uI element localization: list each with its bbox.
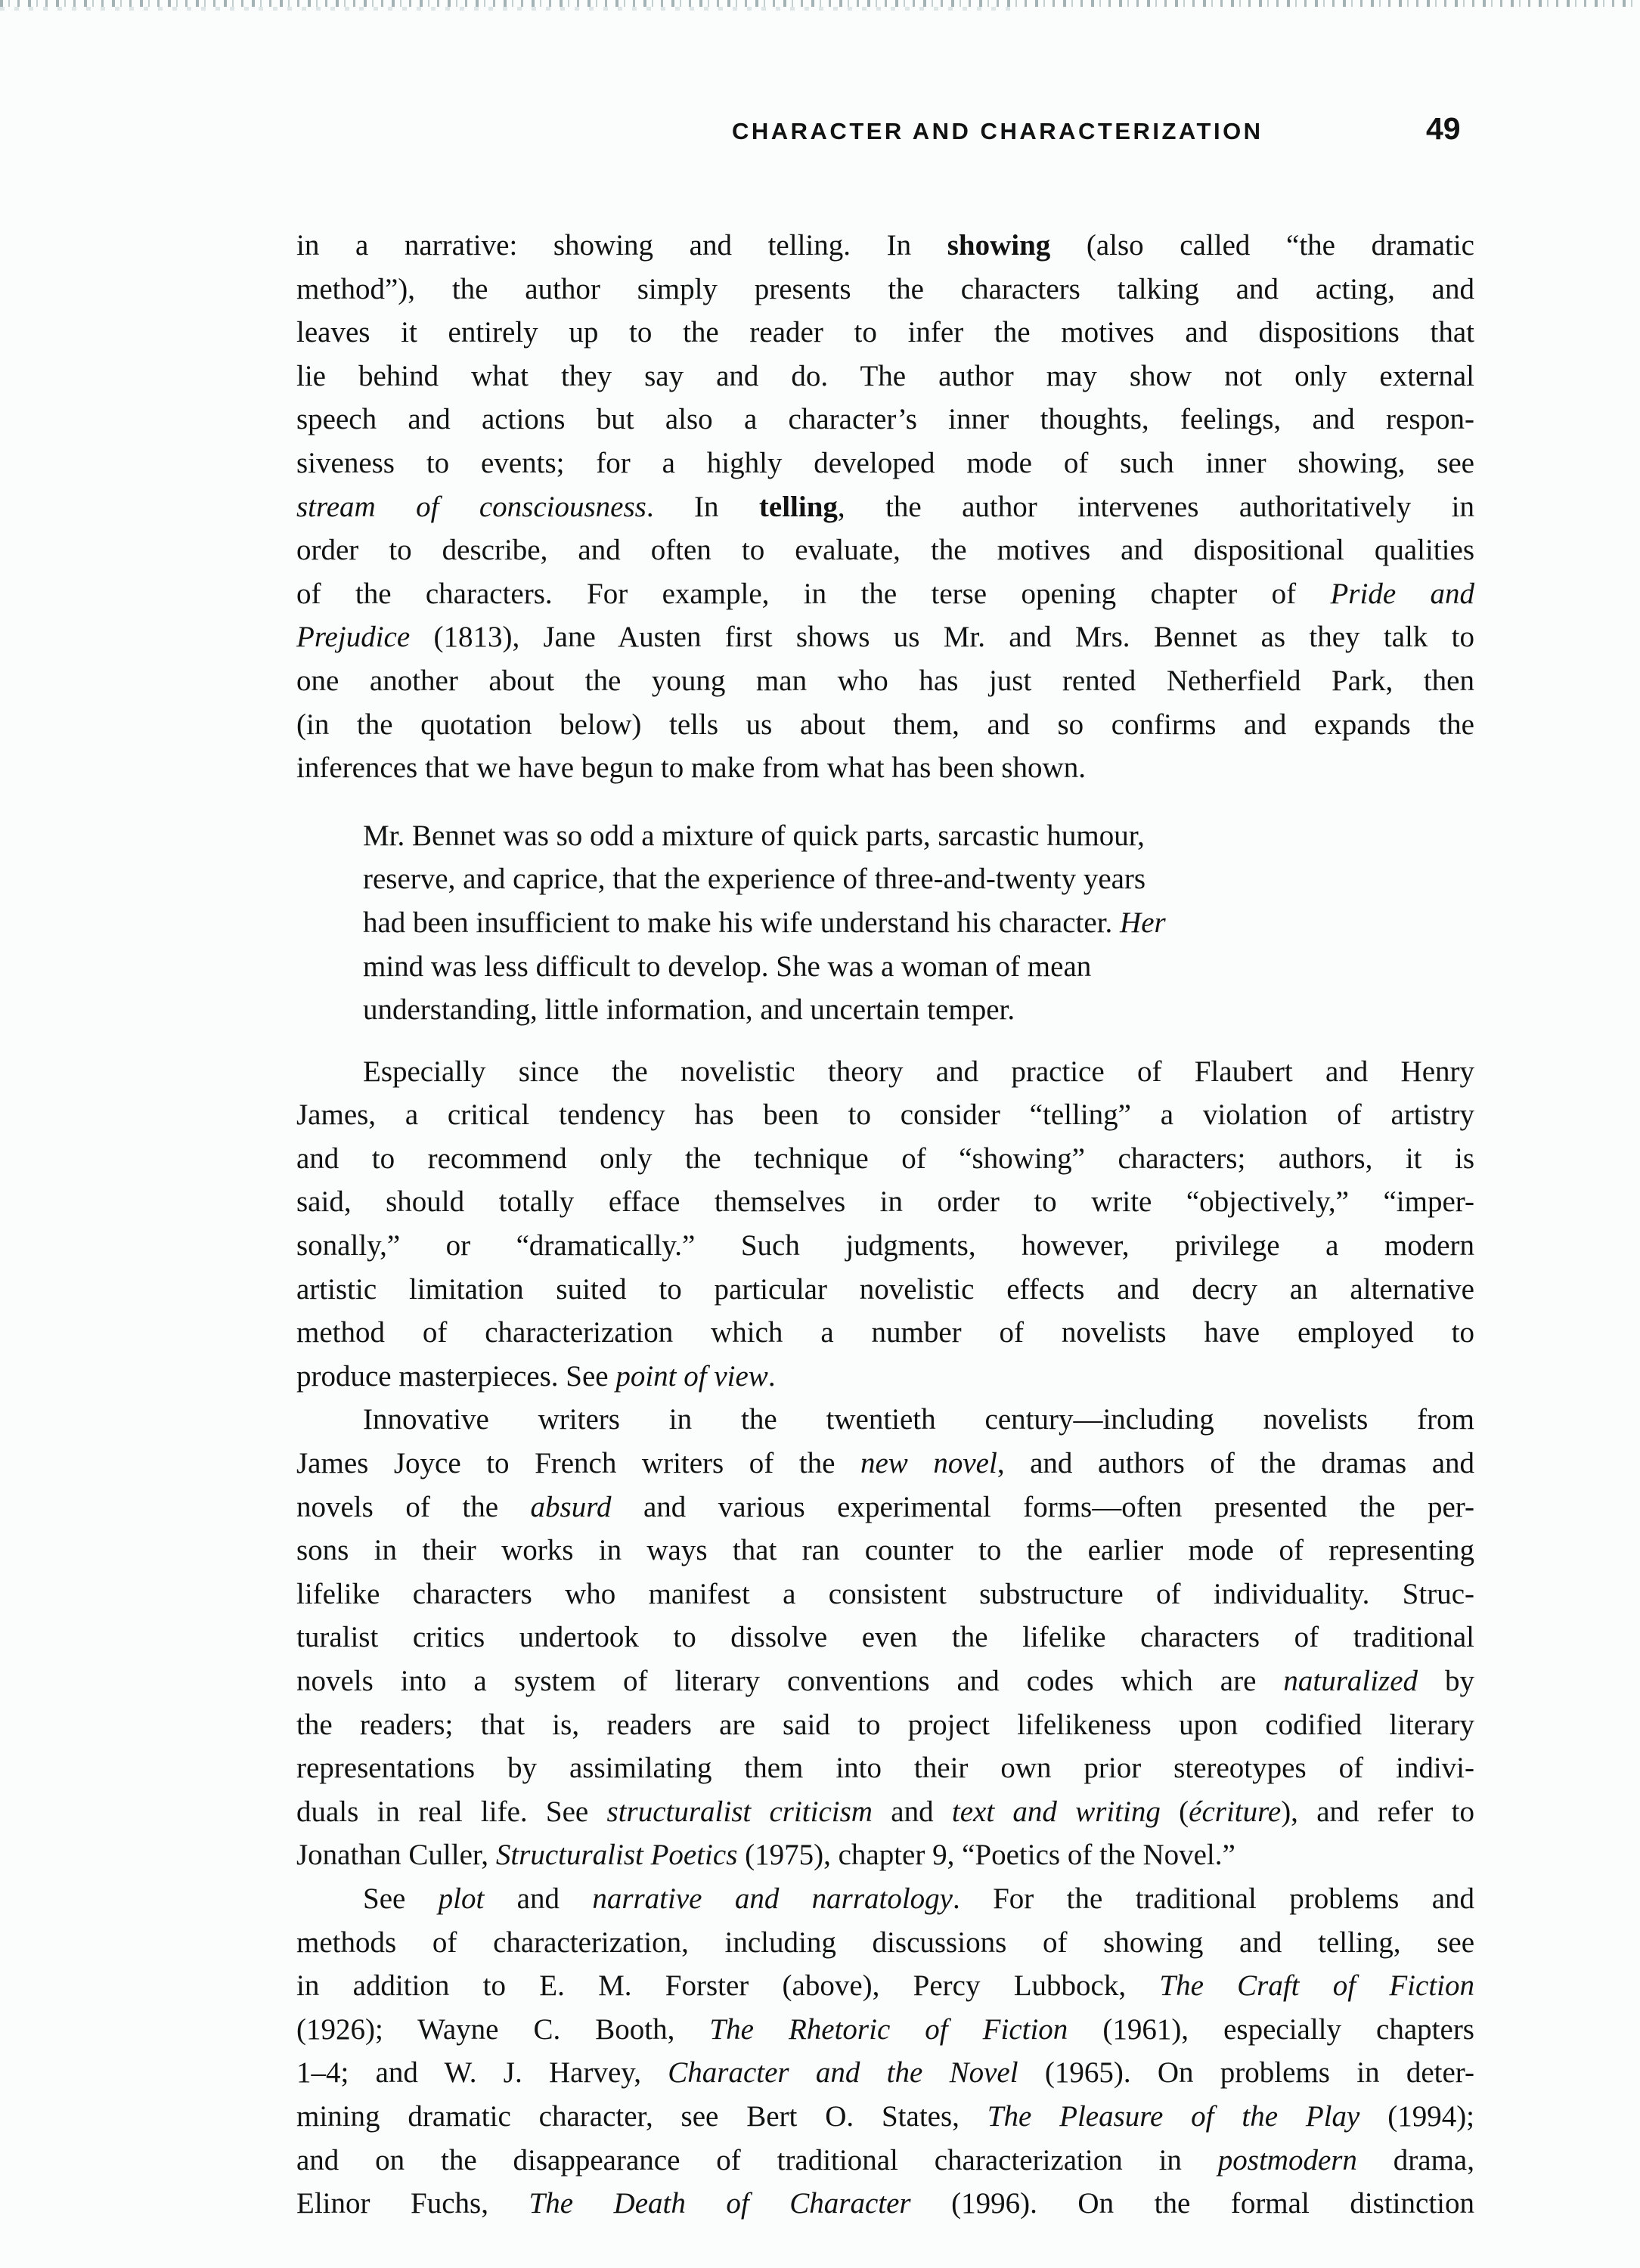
paragraph-showing-and-telling	[296, 224, 1474, 790]
text-run: reserve, and caprice, that the experience of three-and-twenty years	[363, 863, 1146, 896]
text-run: one another about the young man who has just rented Netherfield Park, then	[296, 664, 1474, 697]
text-run: novels into a system of literary conventions and codes which are	[296, 1665, 1284, 1697]
scan-edge-noise-secondary	[0, 7, 1017, 11]
paragraph-innovative-writers	[296, 1398, 1474, 1877]
text-run: said, should totally efface themselves in order to write “objectively,” “imper-	[296, 1185, 1474, 1219]
text-line	[296, 1442, 1474, 1486]
text-run: mining dramatic character, see Bert O. States,	[296, 2099, 987, 2133]
italic-term: stream of consciousness	[296, 490, 646, 523]
text-run: , and authors of the dramas and	[997, 1447, 1475, 1480]
text-run: artistic limitation suited to particular novelistic effects and decry an alternative	[296, 1272, 1474, 1306]
text-run: drama,	[1356, 2143, 1474, 2177]
text-run: Elinor Fuchs,	[296, 2187, 529, 2220]
text-run: produce masterpieces. See	[296, 1359, 616, 1393]
text-run: (1961), especially chapters	[1068, 2012, 1474, 2046]
running-header-title: CHARACTER AND CHARACTERIZATION	[732, 118, 1263, 144]
text-line	[296, 1268, 1474, 1312]
text-line	[296, 1659, 1474, 1703]
italic-term: Structuralist Poetics	[495, 1839, 738, 1872]
text-run: leaves it entirely up to the reader to infer the motives and dispositions that	[296, 316, 1474, 349]
text-line	[296, 2051, 1474, 2095]
text-line	[296, 224, 1474, 268]
text-line	[296, 1790, 1474, 1834]
italic-term: Pride and	[1330, 577, 1474, 610]
text-run: (also called “the dramatic	[1050, 229, 1474, 262]
bold-term: telling	[758, 490, 838, 523]
bold-term: showing	[947, 229, 1051, 262]
text-line	[296, 703, 1474, 747]
italic-term: new novel	[860, 1447, 997, 1480]
text-line	[363, 988, 1406, 1032]
text-line	[296, 1833, 1474, 1877]
text-line	[296, 1529, 1474, 1572]
text-run: order to describe, and often to evaluate, the motives and dispositional qualities	[296, 534, 1474, 567]
text-run: and to recommend only the technique of “showing” characters; authors, it is	[296, 1142, 1474, 1175]
text-run: lie behind what they say and do. The author may show not only external	[296, 359, 1474, 392]
text-line	[296, 659, 1474, 703]
text-run: 1–4; and W. J. Harvey,	[296, 2056, 668, 2090]
text-run: , the author intervenes authoritatively in	[837, 490, 1474, 523]
italic-term: Character and the Novel	[668, 2056, 1018, 2090]
text-line	[296, 1616, 1474, 1659]
text-run: ), and refer to	[1281, 1795, 1474, 1828]
text-run: James Joyce to French writers of the	[296, 1447, 860, 1480]
text-line	[296, 355, 1474, 398]
paragraph-see-also-references	[296, 1877, 1474, 2226]
text-run: sonally,” or “dramatically.” Such judgments, however, privilege a modern	[296, 1229, 1474, 1263]
italic-term: The Rhetoric of Fiction	[709, 2012, 1068, 2046]
text-line	[296, 1355, 1474, 1399]
text-line	[296, 1921, 1474, 1965]
text-run: Jonathan Culler,	[296, 1839, 496, 1872]
text-line	[296, 1703, 1474, 1747]
text-run: method of characterization which a number of novelists have employed to	[296, 1316, 1474, 1349]
italic-term: naturalized	[1283, 1665, 1418, 1697]
text-run: and on the disappearance of traditional characterization in	[296, 2143, 1218, 2177]
text-line	[296, 2008, 1474, 2052]
text-run: duals in real life. See	[296, 1795, 607, 1828]
text-line	[296, 746, 1474, 790]
text-run: turalist critics undertook to dissolve even the lifelike characters of traditional	[296, 1621, 1474, 1654]
text-run: had been insufficient to make his wife understand his character.	[363, 906, 1121, 939]
text-line	[296, 528, 1474, 572]
text-run: and	[872, 1795, 952, 1828]
text-run: siveness to events; for a highly developed mode of such inner showing, see	[296, 446, 1474, 479]
text-line	[296, 1746, 1474, 1790]
text-run: Innovative writers in the twentieth century—including novelists from	[363, 1403, 1474, 1436]
text-line	[296, 1964, 1474, 2008]
text-run: (1813), Jane Austen first shows us Mr. and Mrs. Bennet as they talk to	[410, 621, 1474, 654]
text-run: (in the quotation below) tells us about them, and so confirms and expands the	[296, 708, 1474, 741]
italic-term: plot	[438, 1882, 485, 1915]
text-run: (1926); Wayne C. Booth,	[296, 2012, 710, 2046]
text-run: representations by assimilating them into their own prior stereotypes of indivi-	[296, 1752, 1474, 1785]
text-run: . In	[646, 490, 759, 523]
text-line	[296, 1311, 1474, 1355]
text-line	[296, 268, 1474, 311]
text-line	[296, 1137, 1474, 1181]
text-run: Mr. Bennet was so odd a mixture of quick parts, sarcastic humour,	[363, 819, 1145, 852]
paragraph-telling-violation-of-artistry	[296, 1050, 1474, 1399]
text-run: the readers; that is, readers are said to project lifelikeness upon codified literary	[296, 1708, 1474, 1741]
text-run: (1965). On problems in deter-	[1018, 2056, 1475, 2090]
italic-term: structuralist criticism	[606, 1795, 873, 1828]
text-line	[296, 2139, 1474, 2183]
text-line	[296, 615, 1474, 659]
text-line	[296, 1572, 1474, 1616]
text-line	[363, 857, 1406, 901]
italic-term: narrative and narratology	[592, 1882, 953, 1915]
text-run: of the characters. For example, in the terse opening chapter of	[296, 577, 1331, 610]
text-run: (1996). On the formal distinction	[910, 2187, 1474, 2220]
page-number: 49	[1426, 111, 1461, 146]
text-run: and various experimental forms—often presented the per-	[611, 1490, 1474, 1523]
italic-term: absurd	[530, 1490, 612, 1523]
page-body	[296, 224, 1474, 2226]
text-run: understanding, little information, and uncertain temper.	[363, 993, 1015, 1027]
text-run: James, a critical tendency has been to consider “telling” a violation of artistry	[296, 1098, 1474, 1132]
text-run: in a narrative: showing and telling. In	[296, 229, 947, 262]
italic-term: Her	[1120, 906, 1166, 939]
text-line	[363, 901, 1406, 945]
text-line	[296, 311, 1474, 355]
text-line	[296, 442, 1474, 485]
text-run: inferences that we have begun to make from what has been shown.	[296, 751, 1086, 785]
scan-edge-noise	[0, 0, 1640, 7]
text-run: . For the traditional problems and	[953, 1882, 1475, 1915]
text-line	[296, 1398, 1474, 1442]
italic-term: point of view	[615, 1359, 768, 1393]
blockquote-pride-and-prejudice	[363, 814, 1406, 1032]
text-run: (1994);	[1359, 2099, 1475, 2133]
italic-term: Prejudice	[296, 621, 411, 654]
text-line	[296, 1050, 1474, 1094]
text-line	[296, 398, 1474, 442]
text-line	[363, 814, 1406, 858]
text-run: sons in their works in ways that ran counter to the earlier mode of representing	[296, 1534, 1474, 1567]
text-line	[296, 2182, 1474, 2226]
text-run: .	[767, 1359, 776, 1393]
italic-term: The Death of Character	[529, 2187, 911, 2220]
text-run: speech and actions but also a character’s inner thoughts, feelings, and respon-	[296, 403, 1474, 436]
text-run: method”), the author simply presents the characters talking and acting, and	[296, 272, 1474, 305]
text-line	[296, 485, 1474, 529]
text-line	[296, 2095, 1474, 2139]
text-run: novels of the	[296, 1490, 531, 1523]
italic-term: écriture	[1189, 1795, 1282, 1828]
text-run: mind was less difficult to develop. She was a woman of mean	[363, 950, 1092, 983]
italic-term: The Craft of Fiction	[1159, 1969, 1474, 2003]
text-run: (1975), chapter 9, “Poetics of the Novel.”	[737, 1839, 1235, 1872]
text-line	[296, 1093, 1474, 1137]
italic-term: The Pleasure of the Play	[987, 2099, 1360, 2133]
text-run: Especially since the novelistic theory and practice of Flaubert and Henry	[363, 1055, 1474, 1088]
text-line	[296, 1224, 1474, 1268]
italic-term: postmodern	[1217, 2143, 1357, 2177]
text-run: (	[1160, 1795, 1189, 1828]
text-run: lifelike characters who manifest a consistent substructure of individuality. Struc-	[296, 1577, 1474, 1610]
text-line	[296, 1877, 1474, 1921]
text-line	[296, 572, 1474, 616]
italic-term: text and writing	[951, 1795, 1161, 1828]
text-run: in addition to E. M. Forster (above), Percy Lubbock,	[296, 1969, 1160, 2003]
text-run: See	[363, 1882, 439, 1915]
text-run: methods of characterization, including discussions of showing and telling, see	[296, 1926, 1474, 1959]
text-line	[296, 1486, 1474, 1529]
text-run: by	[1418, 1665, 1474, 1697]
text-line	[363, 945, 1406, 989]
text-line	[296, 1180, 1474, 1224]
text-run: and	[484, 1882, 593, 1915]
